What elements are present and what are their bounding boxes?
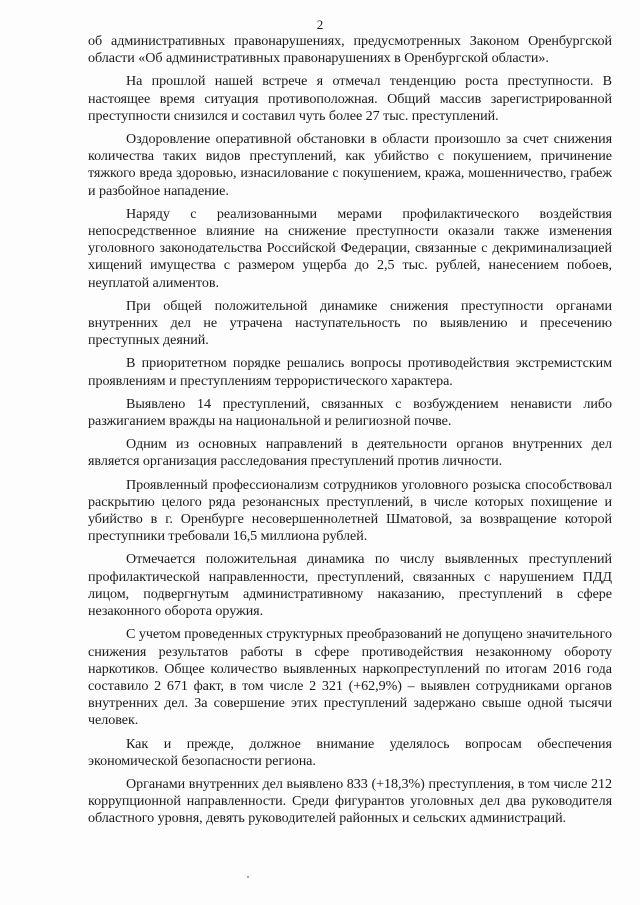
scan-speck	[247, 876, 249, 878]
paragraph-crimes-against-person: Одним из основных направлений в деятельности органов внутренних дел является организация расследования преступлений против личности.	[88, 436, 612, 470]
paragraph-situation-improvement: Оздоровление оперативной обстановки в области произошло за счет снижения количества таких видов преступлений, как убийство с покушением, причинение тяжкого вреда здоровью, изнасилование с покушением, кража, мошенничество, грабеж и разбойное нападение.	[88, 131, 612, 199]
paragraph-corruption: Органами внутренних дел выявлено 833 (+18,3%) преступления, в том числе 212 коррупционной направленности. Среди фигурантов уголовных дел два руководителя областного уровня, девять руководителей районных и сельских администраций.	[88, 775, 612, 827]
paragraph-continuation: об административных правонарушениях, предусмотренных Законом Оренбургской области «Об административных правонарушениях в Оренбургской области».	[88, 33, 612, 67]
paragraph-hatred-crimes: Выявлено 14 преступлений, связанных с возбуждением ненависти либо разжиганием вражды на национальной и религиозной почве.	[88, 395, 612, 430]
paragraph-offensiveness: При общей положительной динамике снижения преступности органами внутренних дел не утрачена наступательность по выявлению и пресечению преступных деяний.	[88, 297, 612, 349]
paragraph-extremism-priority: В приоритетном порядке решались вопросы противодействия экстремистским проявлениям и преступлениям террористического характера.	[88, 355, 612, 389]
paragraph-legislation-changes: Наряду с реализованными мерами профилактического воздействия непосредственное влияние на снижение преступности оказали также изменения уголовного законодательства Российской Федерации, связанные с декриминализацией хищений имущества с размером ущерба до 2,5 тыс. рублей, нанесением побоев, неуплатой алиментов.	[88, 205, 612, 291]
document-body	[88, 33, 612, 834]
paragraph-crime-trend: На прошлой нашей встрече я отмечал тенденцию роста преступности. В настоящее время ситуация противоположная. Общий массив зарегистрированной преступности снизился и составил чуть более 27 тыс. преступлений.	[88, 73, 612, 124]
paragraph-economic-security: Как и прежде, должное внимание уделялось вопросам обеспечения экономической безопасности региона.	[88, 735, 612, 769]
paragraph-positive-dynamics: Отмечается положительная динамика по числу выявленных преступлений профилактической направленности, преступлений, связанных с нарушением ПДД лицом, подвергнутым административному наказанию, преступлений в сфере незаконного оборота оружия.	[88, 551, 612, 620]
page-number: 2	[316, 17, 324, 32]
paragraph-narcotics: С учетом проведенных структурных преобразований не допущено значительного снижения результатов работы в сфере противодействия незаконному обороту наркотиков. Общее количество выявленных наркопреступлений по итогам 2016 года составило 2 671 факт, в том числе 2 321 (+62,9%) – выявлен сотрудниками органов внутренних дел. За совершение этих преступлений задержано свыше одной тысячи человек.	[88, 626, 612, 729]
paragraph-criminal-investigation: Проявленный профессионализм сотрудников уголовного розыска способствовал раскрытию целого ряда резонансных преступлений, в числе которых похищение и убийство в г. Оренбурге несовершеннолетней Шматовой, за возвращение которой преступники требовали 16,5 миллиона рублей.	[88, 476, 612, 545]
